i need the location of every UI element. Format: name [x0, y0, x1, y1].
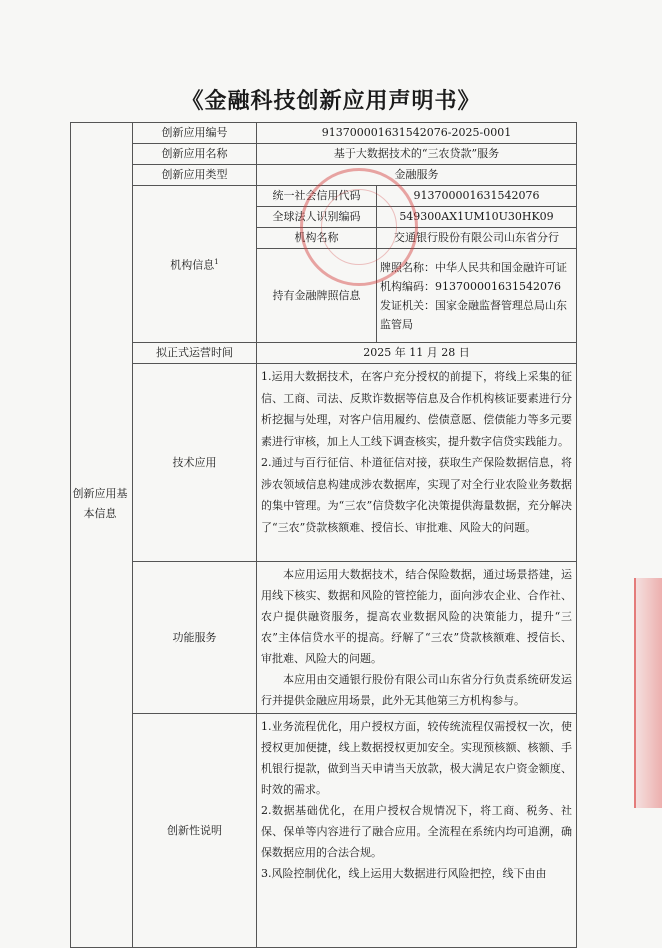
innovation-content — [257, 714, 577, 948]
license-name: 牌照名称：中华人民共和国金融许可证 — [380, 260, 567, 274]
innovation-label: 创新性说明 — [133, 714, 257, 948]
license-label: 持有金融牌照信息 — [257, 249, 377, 343]
declaration-table — [70, 122, 577, 948]
document-title: 《金融科技创新应用声明书》 — [181, 88, 481, 114]
org-name-label: 机构名称 — [257, 228, 377, 249]
lei-label: 全球法人识别编码 — [257, 207, 377, 228]
app-number-label: 创新应用编号 — [133, 123, 257, 144]
app-name-value: 基于大数据技术的“三农贷款”服务 — [257, 144, 577, 165]
seam-seal — [634, 578, 662, 808]
innovation-paragraph-3: 3.风险控制优化，线上运用大数据进行风险把控，线下由由 — [261, 867, 547, 880]
app-name-label: 创新应用名称 — [133, 144, 257, 165]
org-name-value: 交通银行股份有限公司山东省分行 — [377, 228, 577, 249]
function-content — [257, 562, 577, 714]
credit-code-value: 913700001631542076 — [377, 186, 577, 207]
tech-label: 技术应用 — [133, 364, 257, 562]
function-label: 功能服务 — [133, 562, 257, 714]
tech-paragraph-1: 1.运用大数据技术，在客户充分授权的前提下，将线上采集的征信、工商、司法、反欺诈数据等信息及合作机构核证要素进行分析挖掘与处理，对客户信用履约、偿债意愿、偿债能力等多元要素进行审核，加上人工线下调查核实，提升数字信贷实践能力。 — [261, 370, 572, 448]
org-info-label: 机构信息$^1$ — [133, 186, 257, 343]
license-code: 机构编码：913700001631542076 — [380, 279, 561, 293]
function-paragraph-2: 本应用由交通银行股份有限公司山东省分行负责系统研发运行并提供金融应用场景，此外无其他第三方机构参与。 — [261, 673, 572, 707]
license-issuer: 发证机关：国家金融监督管理总局山东监管局 — [380, 298, 567, 331]
app-type-label: 创新应用类型 — [133, 165, 257, 186]
tech-content — [257, 364, 577, 562]
basic-info-label: 创新应用基本信息 — [72, 487, 128, 520]
launch-date-label: 拟正式运营时间 — [133, 343, 257, 364]
app-number-value: 913700001631542076-2025-0001 — [257, 123, 577, 144]
tech-paragraph-2: 2.通过与百行征信、朴道征信对接，获取生产保险数据信息，将涉农领域信息构建成涉农数据库，实现了对全行业农险业务数据的集中管理。为“三农”信贷数字化决策提供海量数据，充分解决了“三农”贷款核额难、授信长、审批难、风险大的问题。 — [261, 456, 572, 534]
lei-value: 549300AX1UM10U30HK09 — [377, 207, 577, 228]
basic-info-cell — [71, 123, 133, 948]
org-info-footnote: 1 — [214, 258, 219, 267]
innovation-paragraph-2: 2.数据基础优化，在用户授权合规情况下，将工商、税务、社保、保单等内容进行了融合应用。全流程在系统内均可追溯，确保数据应用的合法合规。 — [261, 804, 572, 859]
function-paragraph-1: 本应用运用大数据技术，结合保险数据，通过场景搭建，运用线下核实、数据和风险的管控能力，面向涉农企业、合作社、农户提供融资服务，提高农业数据风险的决策能力，提升“三农”主体信贷水平的提高。纾解了“三农”贷款核额难、授信长、审批难、风险大的问题。 — [261, 568, 572, 665]
credit-code-label: 统一社会信用代码 — [257, 186, 377, 207]
innovation-paragraph-1: 1.业务流程优化，用户授权方面，较传统流程仅需授权一次，使授权更加便捷，线上数据授权更加安全。实现预核额、核额、手机银行提款，做到当天申请当天放款，极大满足农户资金额度、时效的需求。 — [261, 720, 572, 796]
launch-date-value: 2025 年 11 月 28 日 — [257, 343, 577, 364]
license-value — [377, 249, 577, 343]
app-type-value: 金融服务 — [257, 165, 577, 186]
